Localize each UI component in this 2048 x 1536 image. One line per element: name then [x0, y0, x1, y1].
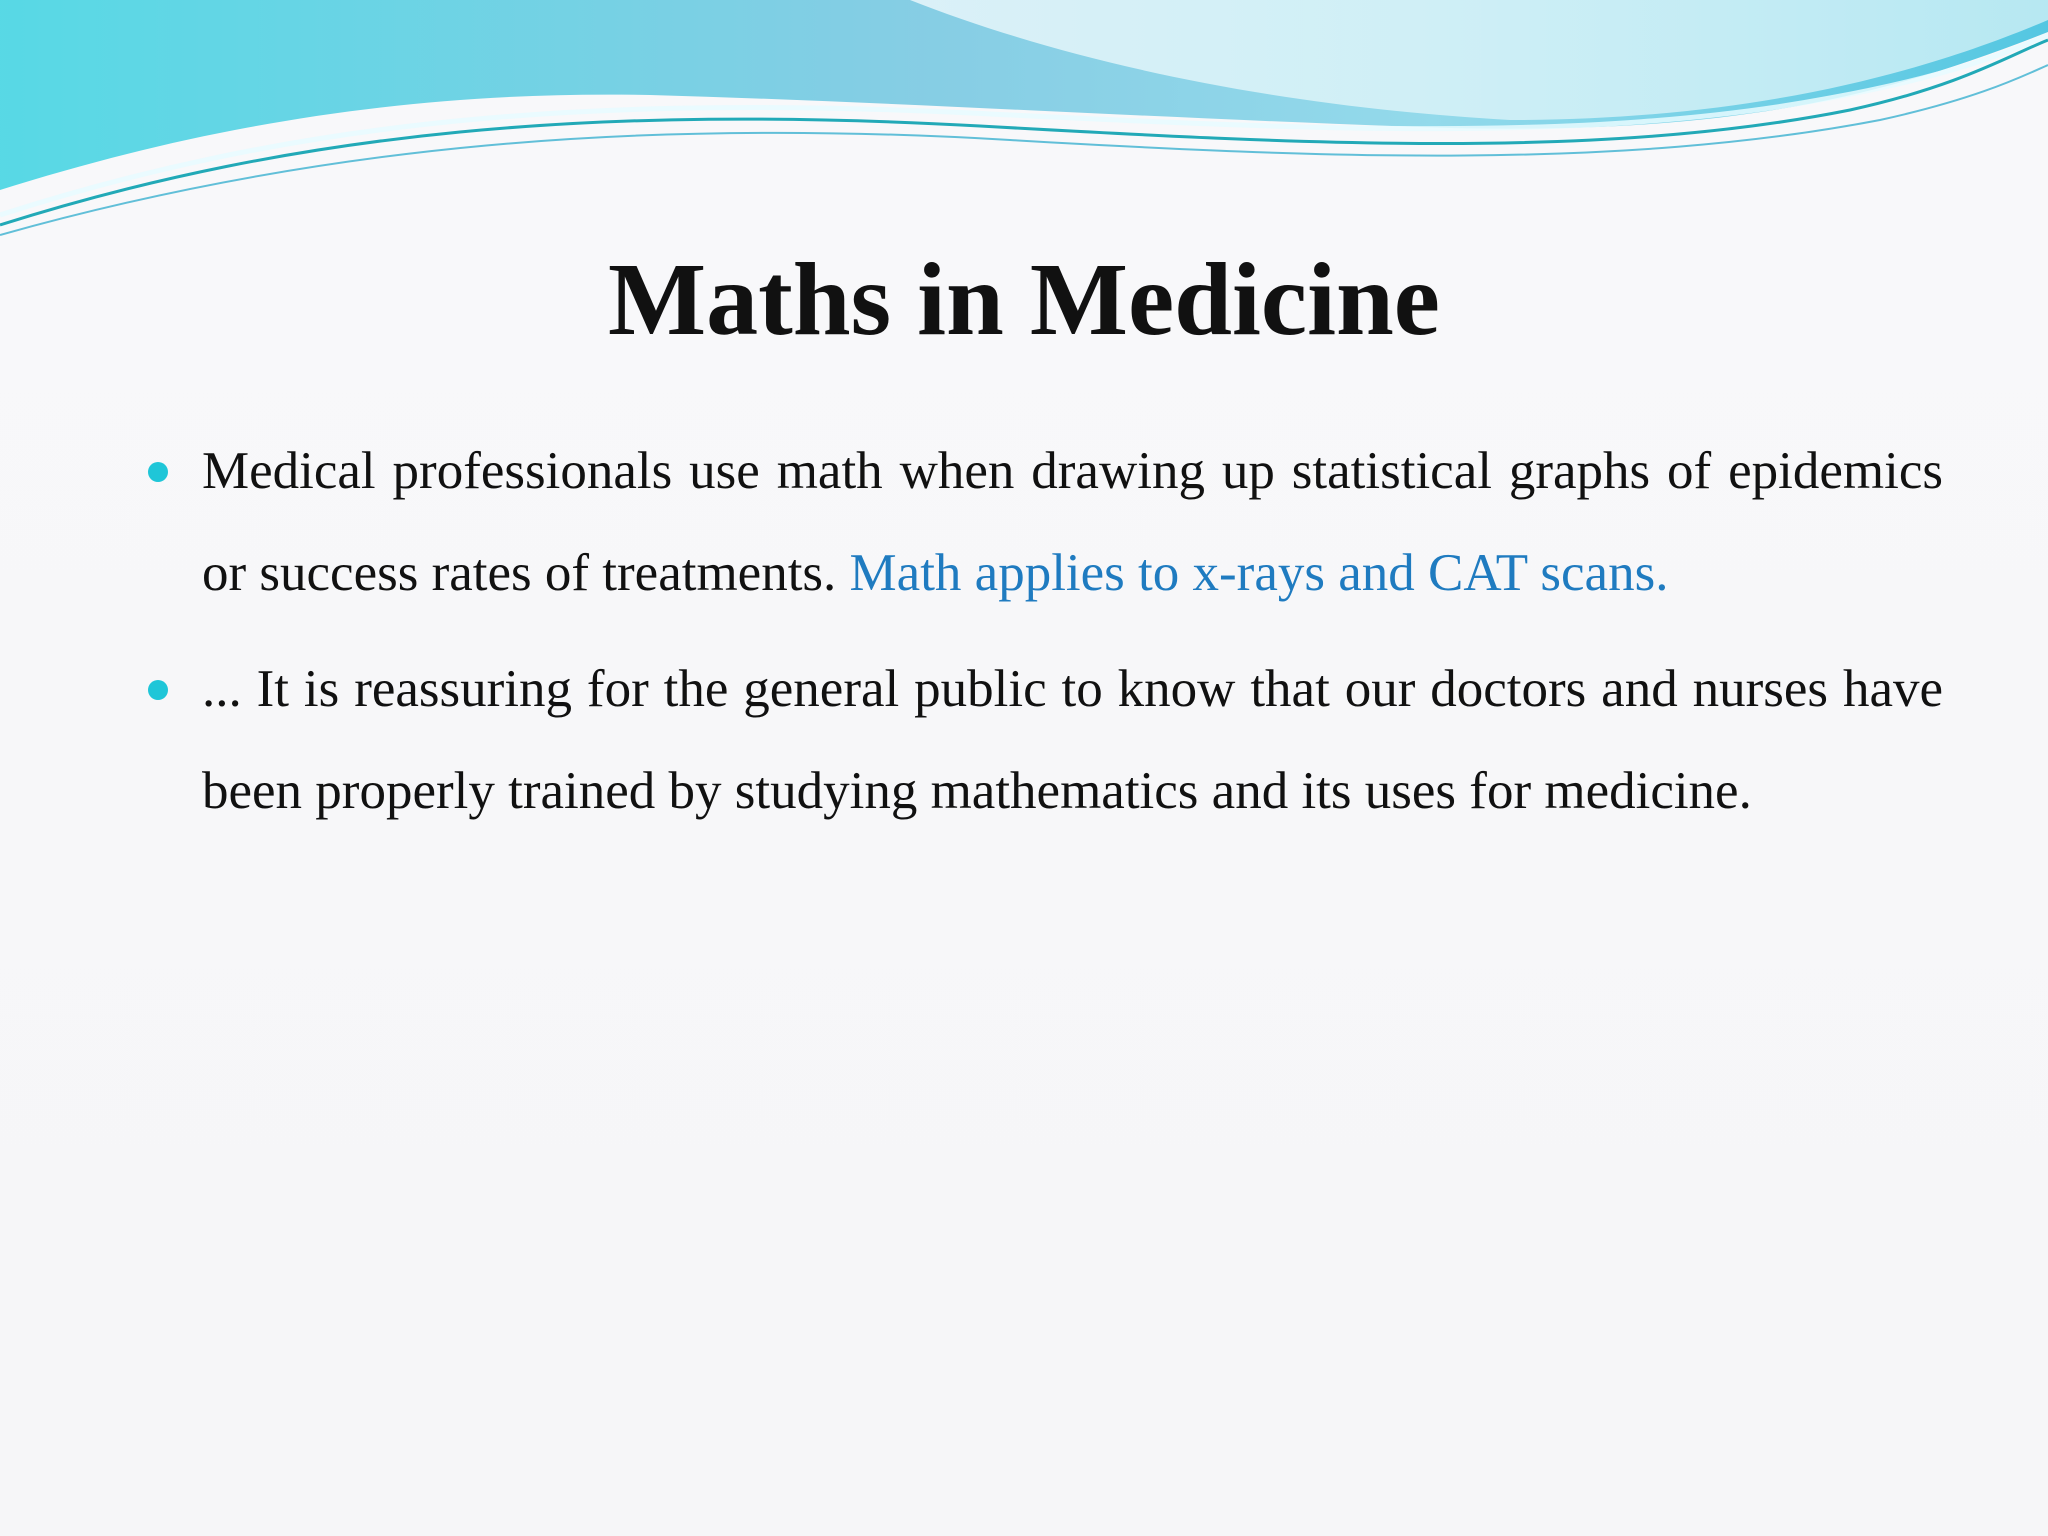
bullet-dot-icon	[148, 462, 168, 482]
slide-title: Maths in Medicine	[608, 242, 1440, 357]
bullet-list	[148, 420, 1943, 856]
bullet-item-1	[148, 420, 1943, 624]
header-wave-decoration	[0, 0, 2048, 240]
bullet-text-2: ... It is reassuring for the general public to know that our doctors and nurses have been properly trained by studying mathematics and its uses for medicine.	[202, 660, 1943, 820]
bullet-highlight-1: Math applies to x-rays and CAT scans.	[849, 544, 1669, 602]
bullet-item-2	[148, 638, 1943, 842]
bullet-text-1: Medical professionals use math when drawing up statistical graphs of epidemics or success rates of treatments.	[202, 442, 1943, 602]
bullet-dot-icon	[148, 680, 168, 700]
